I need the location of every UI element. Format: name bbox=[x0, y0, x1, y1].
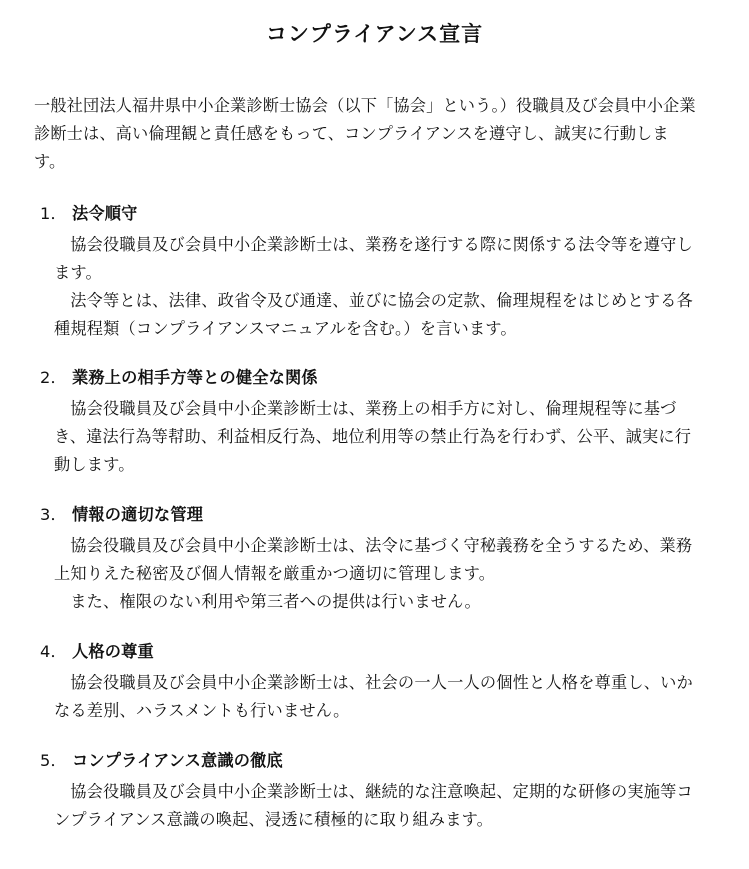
section-title: 情報の適切な管理 bbox=[72, 505, 204, 524]
section-title: 人格の尊重 bbox=[72, 642, 154, 661]
section-4 bbox=[40, 641, 700, 725]
section-number: 2． bbox=[40, 368, 67, 387]
section-heading bbox=[40, 750, 700, 772]
section-number: 1． bbox=[40, 204, 67, 223]
section-1 bbox=[40, 203, 700, 343]
section-paragraph: また、権限のない利用や第三者への提供は行いません。 bbox=[70, 592, 481, 611]
section-paragraph: 協会役職員及び会員中小企業診断士は、法令に基づく守秘義務を全うするため、業務上知りえた秘密及び個人情報を厳重かつ適切に管理します。 bbox=[54, 536, 693, 583]
section-title: 業務上の相手方等との健全な関係 bbox=[72, 368, 318, 387]
section-number: 5． bbox=[40, 751, 67, 770]
section-5 bbox=[40, 750, 700, 834]
page-title: コンプライアンス宣言 bbox=[265, 22, 484, 46]
section-title: 法令順守 bbox=[72, 204, 138, 223]
section-number: 3． bbox=[40, 505, 67, 524]
section-heading bbox=[40, 641, 700, 663]
section-number: 4． bbox=[40, 642, 67, 661]
section-paragraph: 協会役職員及び会員中小企業診断士は、業務上の相手方に対し、倫理規程等に基づき、違法行為等幇助、利益相反行為、地位利用等の禁止行為を行わず、公平、誠実に行動します。 bbox=[54, 399, 692, 474]
section-heading bbox=[40, 504, 700, 526]
section-paragraph: 協会役職員及び会員中小企業診断士は、社会の一人一人の個性と人格を尊重し、いかなる差別、ハラスメントも行いません。 bbox=[54, 673, 693, 720]
section-heading bbox=[40, 367, 700, 389]
section-2 bbox=[40, 367, 700, 479]
section-title: コンプライアンス意識の徹底 bbox=[72, 751, 283, 770]
intro-paragraph: 一般社団法人福井県中小企業診断士協会（以下「協会」という。）役職員及び会員中小企業診断士は、高い倫理観と責任感をもって、コンプライアンスを遵守し、誠実に行動します。 bbox=[34, 96, 696, 171]
section-3 bbox=[40, 504, 700, 616]
section-heading bbox=[40, 203, 700, 225]
section-paragraph: 協会役職員及び会員中小企業診断士は、継続的な注意喚起、定期的な研修の実施等コンプライアンス意識の喚起、浸透に積極的に取り組みます。 bbox=[54, 782, 693, 829]
section-paragraph: 協会役職員及び会員中小企業診断士は、業務を遂行する際に関係する法令等を遵守します。 bbox=[54, 235, 693, 282]
section-paragraph: 法令等とは、法律、政省令及び通達、並びに協会の定款、倫理規程をはじめとする各種規程類（コンプライアンスマニュアルを含む。）を言います。 bbox=[54, 291, 693, 338]
